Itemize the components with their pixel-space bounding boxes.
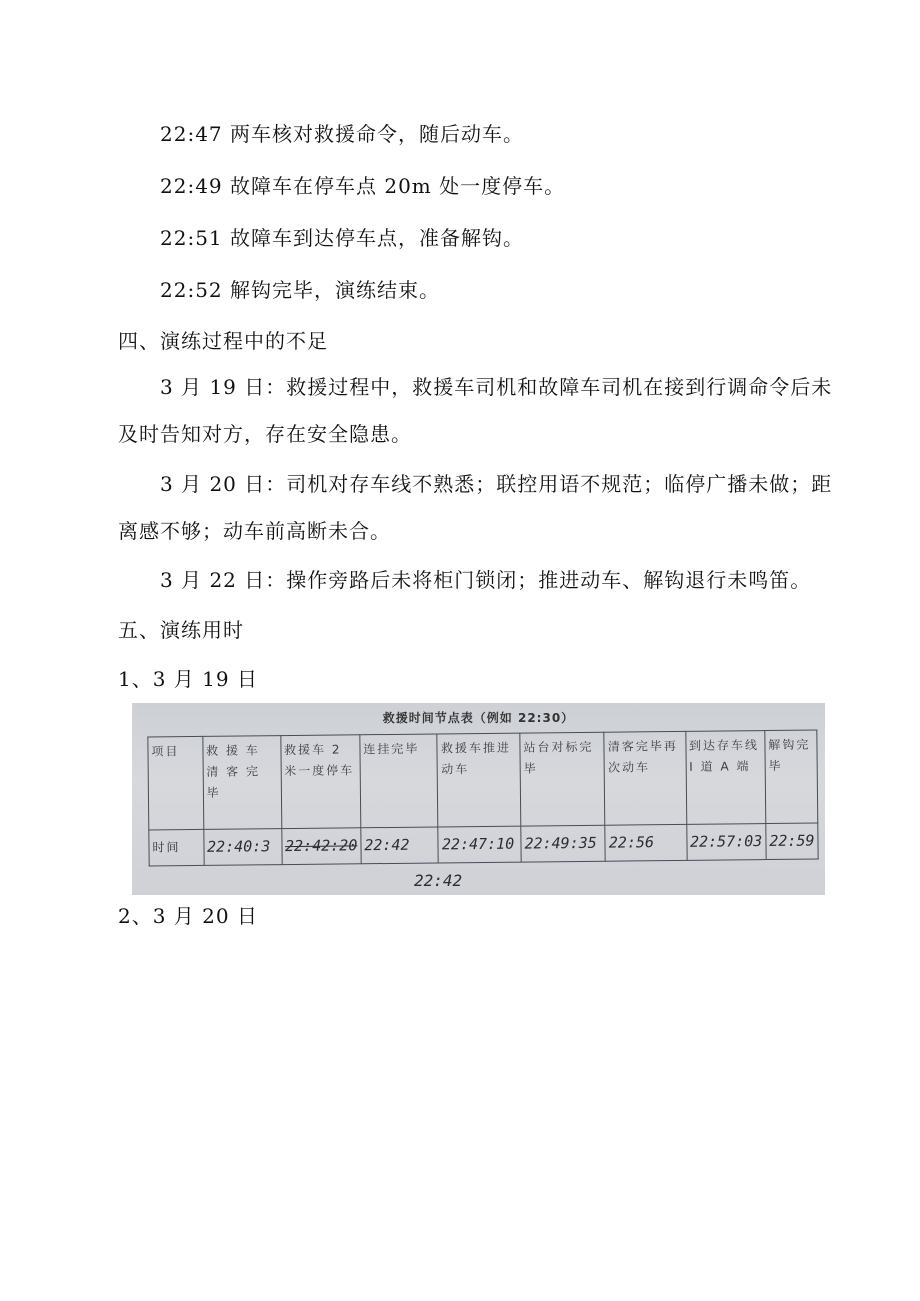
row-label: 时间 [149,829,204,866]
text-line-6: 及时告知对方，存在安全隐患。 [118,422,412,446]
header-cell: 项目 [148,736,204,830]
crossed-out-value: 22:42:20 [284,836,358,856]
text-line-9: 3 月 22 日：操作旁路后未将柜门锁闭；推进动车、解钩退行未鸣笛。 [160,568,812,592]
subheading-1: 1、3 月 19 日 [118,667,258,691]
value-cell: 22:56 [605,824,687,861]
text-line-5: 3 月 19 日：救援过程中，救援车司机和故障车司机在接到行调命令后未 [160,375,833,399]
table-header-row [148,730,818,830]
header-cell: 清客完毕再次动车 [604,731,686,825]
value-cell: 22:57:03 [686,824,766,861]
text-line-8: 离感不够；动车前高断未合。 [118,519,391,543]
value-cell: 22:47:10 [438,826,521,863]
value-cell: 22:42 [361,827,439,864]
header-cell: 救援车 2 米一度停车 [280,735,360,829]
text-line-3: 22:51 故障车到达停车点，准备解钩。 [160,226,524,250]
header-cell: 到达存车线 I 道 A 端 [685,731,765,825]
photo-table-title: 救援时间节点表（例如 22:30） [382,711,575,725]
section-heading-5: 五、演练用时 [118,618,244,642]
text-line-2: 22:49 故障车在停车点 20m 处一度停车。 [160,174,566,198]
table-photo [132,703,825,895]
value-cell: 22:49:35 [521,825,606,862]
header-cell: 救援车推进动车 [437,733,521,827]
header-cell: 站台对标完毕 [520,732,605,826]
text-line-4: 22:52 解钩完毕，演练结束。 [160,278,440,302]
handwritten-correction: 22:42 [414,871,463,890]
value-cell: 22:59 [766,823,819,860]
header-cell: 连挂完毕 [360,734,439,828]
header-cell: 解钩完毕 [765,730,818,824]
subheading-2: 2、3 月 20 日 [118,904,258,928]
value-cell-crossed [281,828,361,865]
header-cell: 救 援 车 清 客 完 毕 [202,736,281,830]
text-line-1: 22:47 两车核对救援命令，随后动车。 [160,122,524,146]
text-line-7: 3 月 20 日：司机对存车线不熟悉；联控用语不规范；临停广播未做；距 [160,472,833,496]
table-row [149,823,818,866]
section-heading-4: 四、演练过程中的不足 [118,329,328,353]
rescue-time-table [147,729,818,866]
value-cell: 22:40:3 [203,829,281,866]
